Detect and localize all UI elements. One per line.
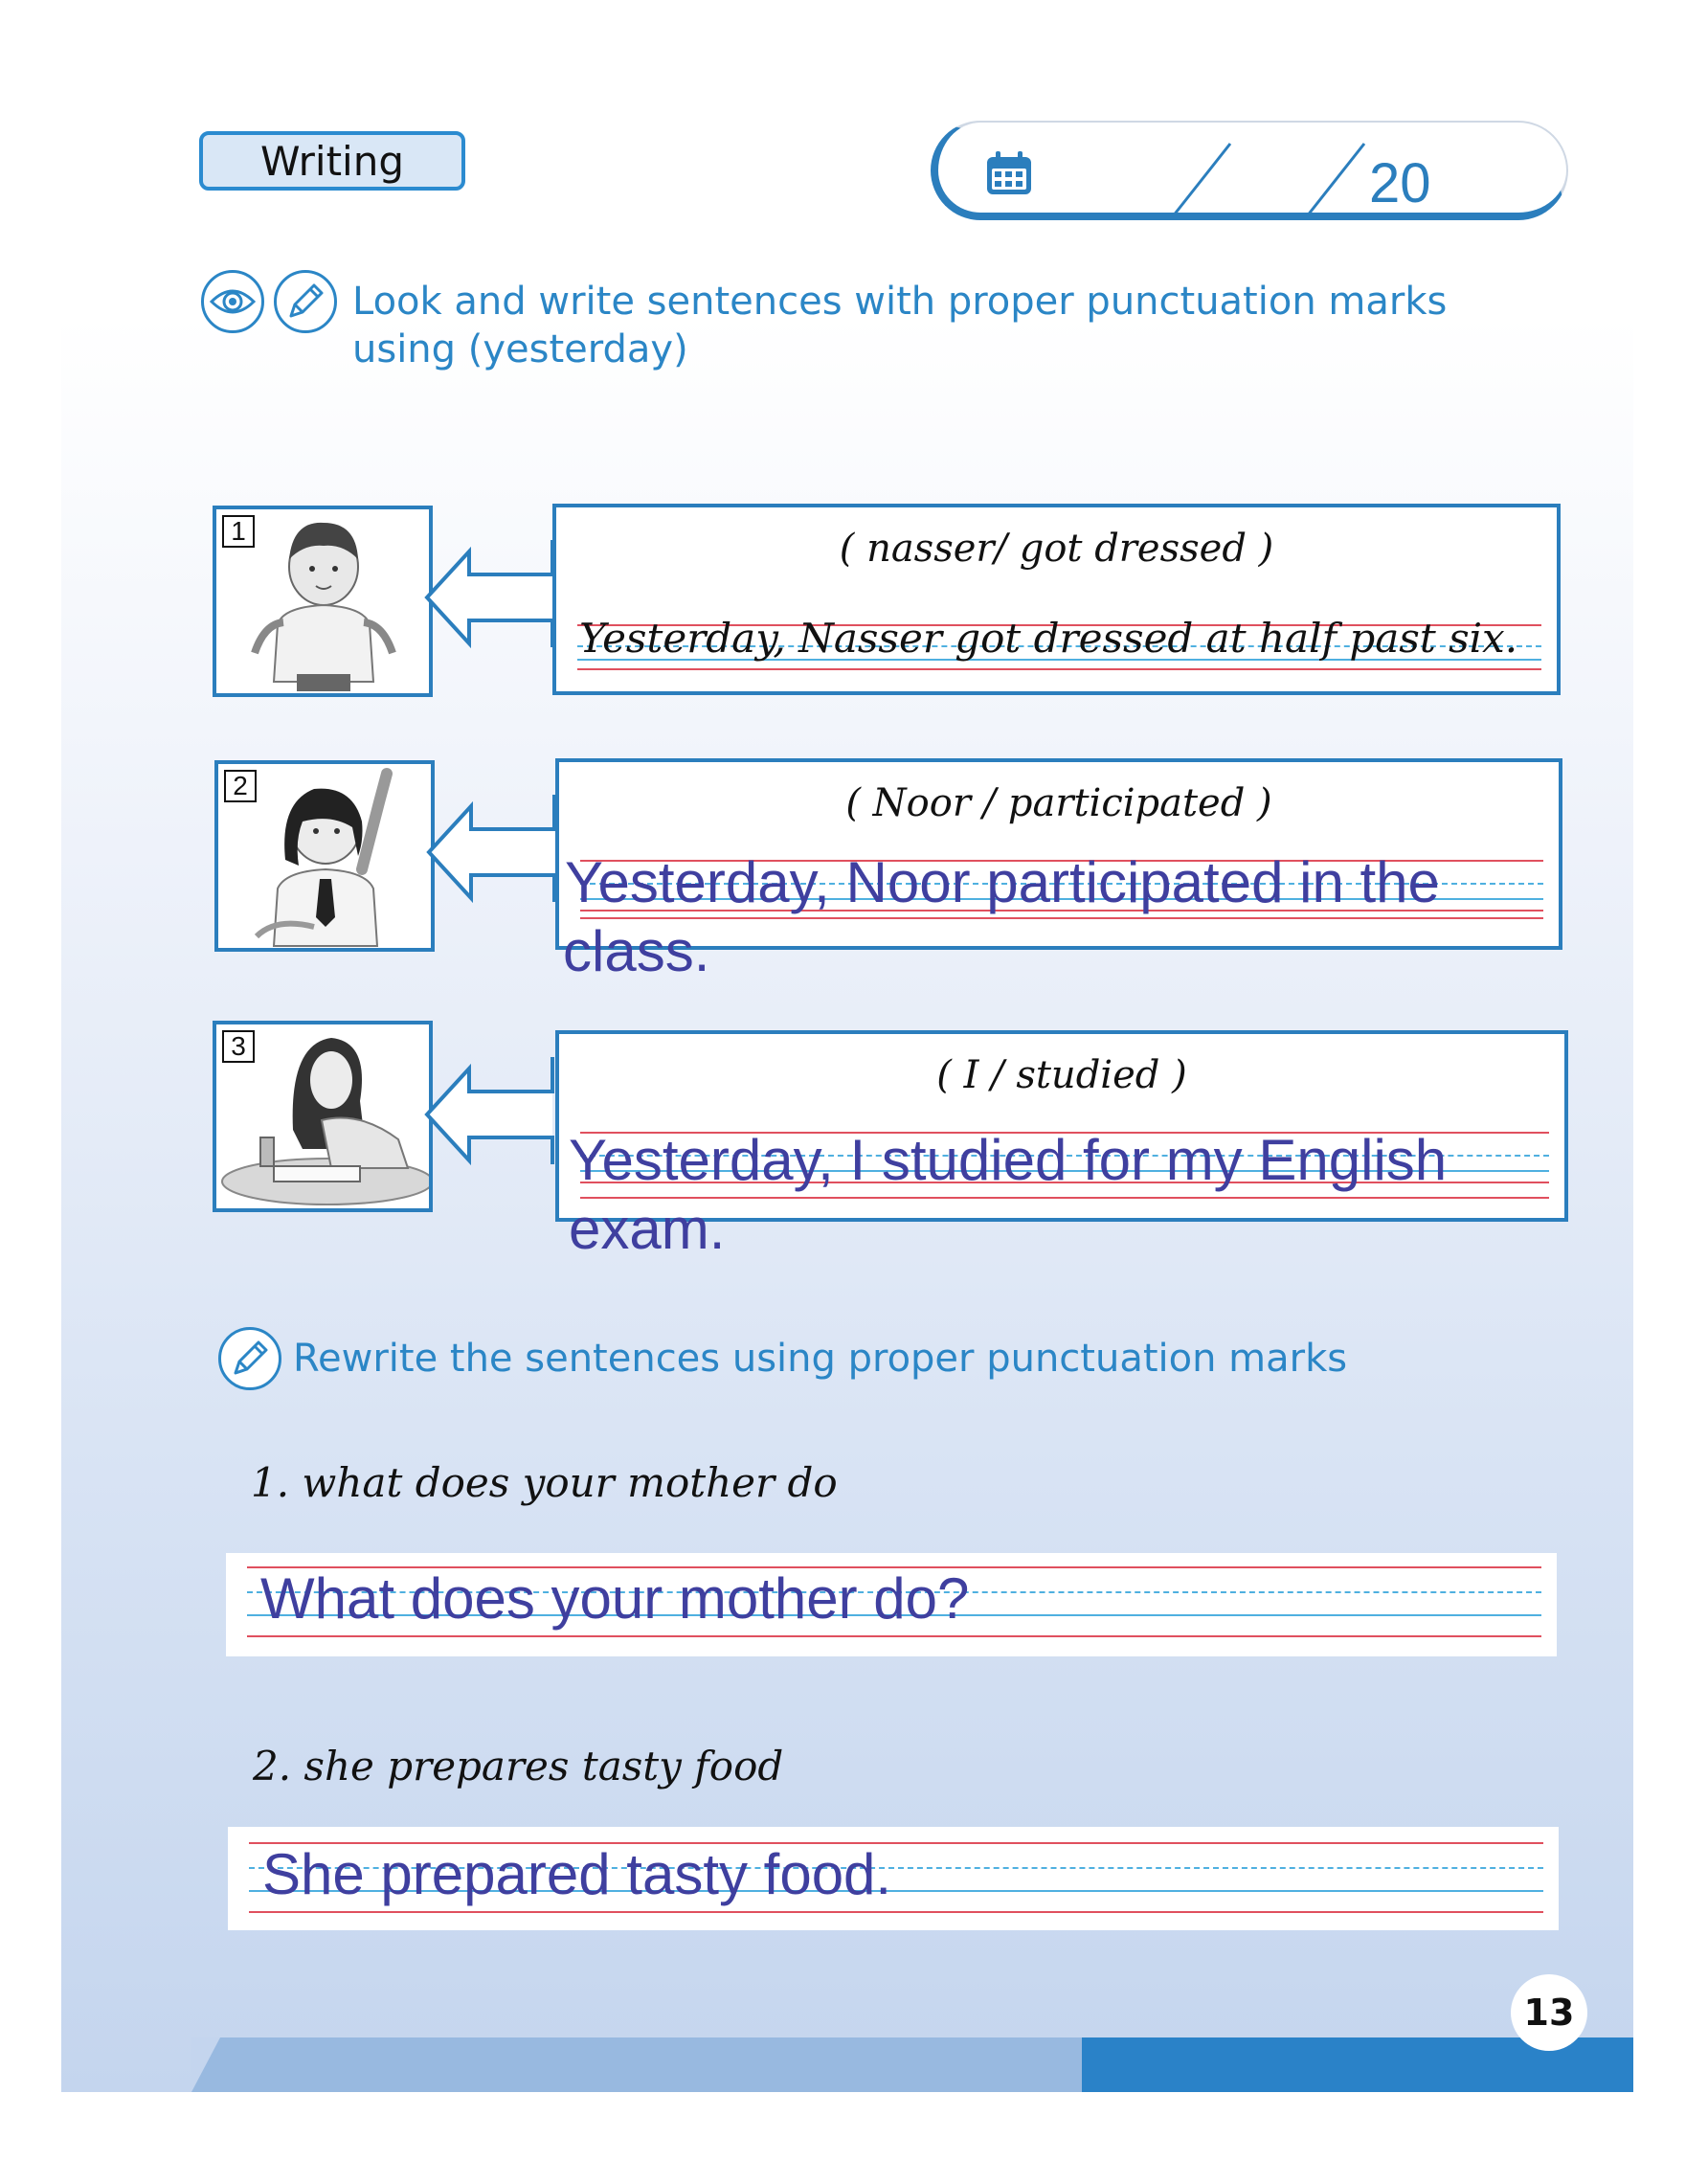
picture-box (214, 760, 435, 952)
date-separator (1168, 142, 1235, 218)
page-number: 13 (1511, 1974, 1587, 2051)
date-field[interactable] (931, 121, 1568, 220)
section-tab (199, 131, 465, 191)
answer-text: What does your mother do? (260, 1566, 970, 1631)
handwriting-lines (580, 1197, 1549, 1264)
item-number: 2 (224, 770, 257, 802)
question-text: 1. what does your mother do (251, 1459, 838, 1506)
exercise-instruction: Rewrite the sentences using proper punctuation marks (293, 1337, 1348, 1381)
calendar-icon (984, 149, 1034, 197)
prompt-text: ( Noor / participated ) (845, 781, 1272, 825)
arrow-pointer (421, 536, 555, 651)
picture-box (213, 1021, 433, 1212)
date-separator (1302, 142, 1369, 218)
date-year: 20 (1369, 152, 1431, 214)
pencil-icon (218, 1327, 281, 1390)
section-label: Writing (260, 137, 404, 185)
answer-text: Yesterday, I studied for my English (569, 1128, 1448, 1192)
rewrite-answer-box[interactable] (228, 1827, 1559, 1930)
question-text: 2. she prepares tasty food (253, 1743, 784, 1790)
answer-text: class. (563, 919, 710, 983)
handwriting-lines (580, 917, 1543, 984)
answer-text: She prepared tasty food. (262, 1842, 892, 1906)
answer-text: exam. (569, 1197, 726, 1261)
footer-band (191, 2037, 1091, 2092)
prompt-text: ( I / studied ) (936, 1053, 1187, 1097)
rewrite-answer-box[interactable] (226, 1553, 1557, 1656)
prompt-text: ( nasser/ got dressed ) (839, 527, 1274, 571)
exercise-instruction: Look and write sentences with proper punctuation marks using (yesterday) (352, 280, 1448, 371)
answer-text: Yesterday, Nasser got dressed at half past six. (579, 615, 1518, 662)
item-number: 1 (222, 515, 255, 548)
pencil-icon (274, 270, 337, 333)
item-number: 3 (222, 1030, 255, 1063)
arrow-pointer (421, 1053, 555, 1168)
arrow-pointer (423, 791, 557, 906)
footer-band (191, 2037, 220, 2092)
eye-icon (201, 270, 264, 333)
picture-box (213, 506, 433, 697)
answer-text: Yesterday, Noor participated in the (565, 850, 1440, 914)
answer-box (552, 504, 1561, 695)
